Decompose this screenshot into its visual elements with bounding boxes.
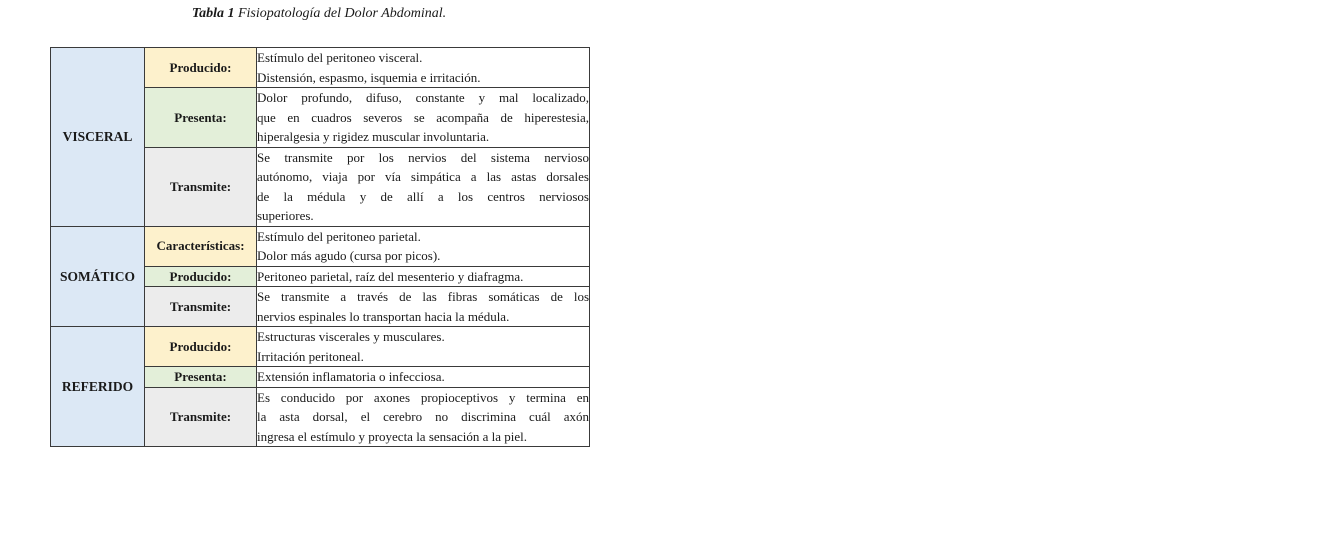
row-label-transmite: Transmite: [145, 147, 257, 226]
category-referido: REFERIDO [51, 327, 145, 447]
row-description: Dolor profundo, difuso, constante y mal localizado, que en cuadros severos se acompaña de hiperestesia, hiperalgesia y rigidez muscular involuntaria. [257, 88, 590, 148]
table-row [51, 327, 590, 367]
pain-physiopathology-table [50, 47, 590, 447]
category-somatico: SOMÁTICO [51, 226, 145, 327]
row-description: Estímulo del peritoneo parietal. Dolor más agudo (cursa por picos). [257, 226, 590, 266]
table-caption [0, 6, 638, 22]
row-description: Estructuras viscerales y musculares. Irritación peritoneal. [257, 327, 590, 367]
row-description: Extensión inflamatoria o infecciosa. [257, 367, 590, 388]
row-label-transmite: Transmite: [145, 287, 257, 327]
row-label-caracteristicas: Características: [145, 226, 257, 266]
table-row [51, 226, 590, 266]
row-label-presenta: Presenta: [145, 88, 257, 148]
row-description: Estímulo del peritoneo visceral. Distensión, espasmo, isquemia e irritación. [257, 48, 590, 88]
caption-label: Tabla 1 [191, 6, 235, 21]
row-description: Peritoneo parietal, raíz del mesenterio y diafragma. [257, 266, 590, 287]
category-visceral: VISCERAL [51, 48, 145, 227]
table-row [51, 48, 590, 88]
caption-title: Fisiopatología del Dolor Abdominal. [237, 6, 447, 21]
row-label-presenta: Presenta: [145, 367, 257, 388]
row-label-producido: Producido: [145, 266, 257, 287]
row-description: Es conducido por axones propioceptivos y termina en la asta dorsal, el cerebro no discrimina cuál axón ingresa el estímulo y proyecta la sensación a la piel. [257, 387, 590, 447]
row-description: Se transmite a través de las fibras somáticas de los nervios espinales lo transportan hacia la médula. [257, 287, 590, 327]
row-label-producido: Producido: [145, 327, 257, 367]
row-label-producido: Producido: [145, 48, 257, 88]
row-description: Se transmite por los nervios del sistema nervioso autónomo, viaja por vía simpática a las astas dorsales de la médula y de allí a los centros nerviosos superiores. [257, 147, 590, 226]
row-label-transmite: Transmite: [145, 387, 257, 447]
